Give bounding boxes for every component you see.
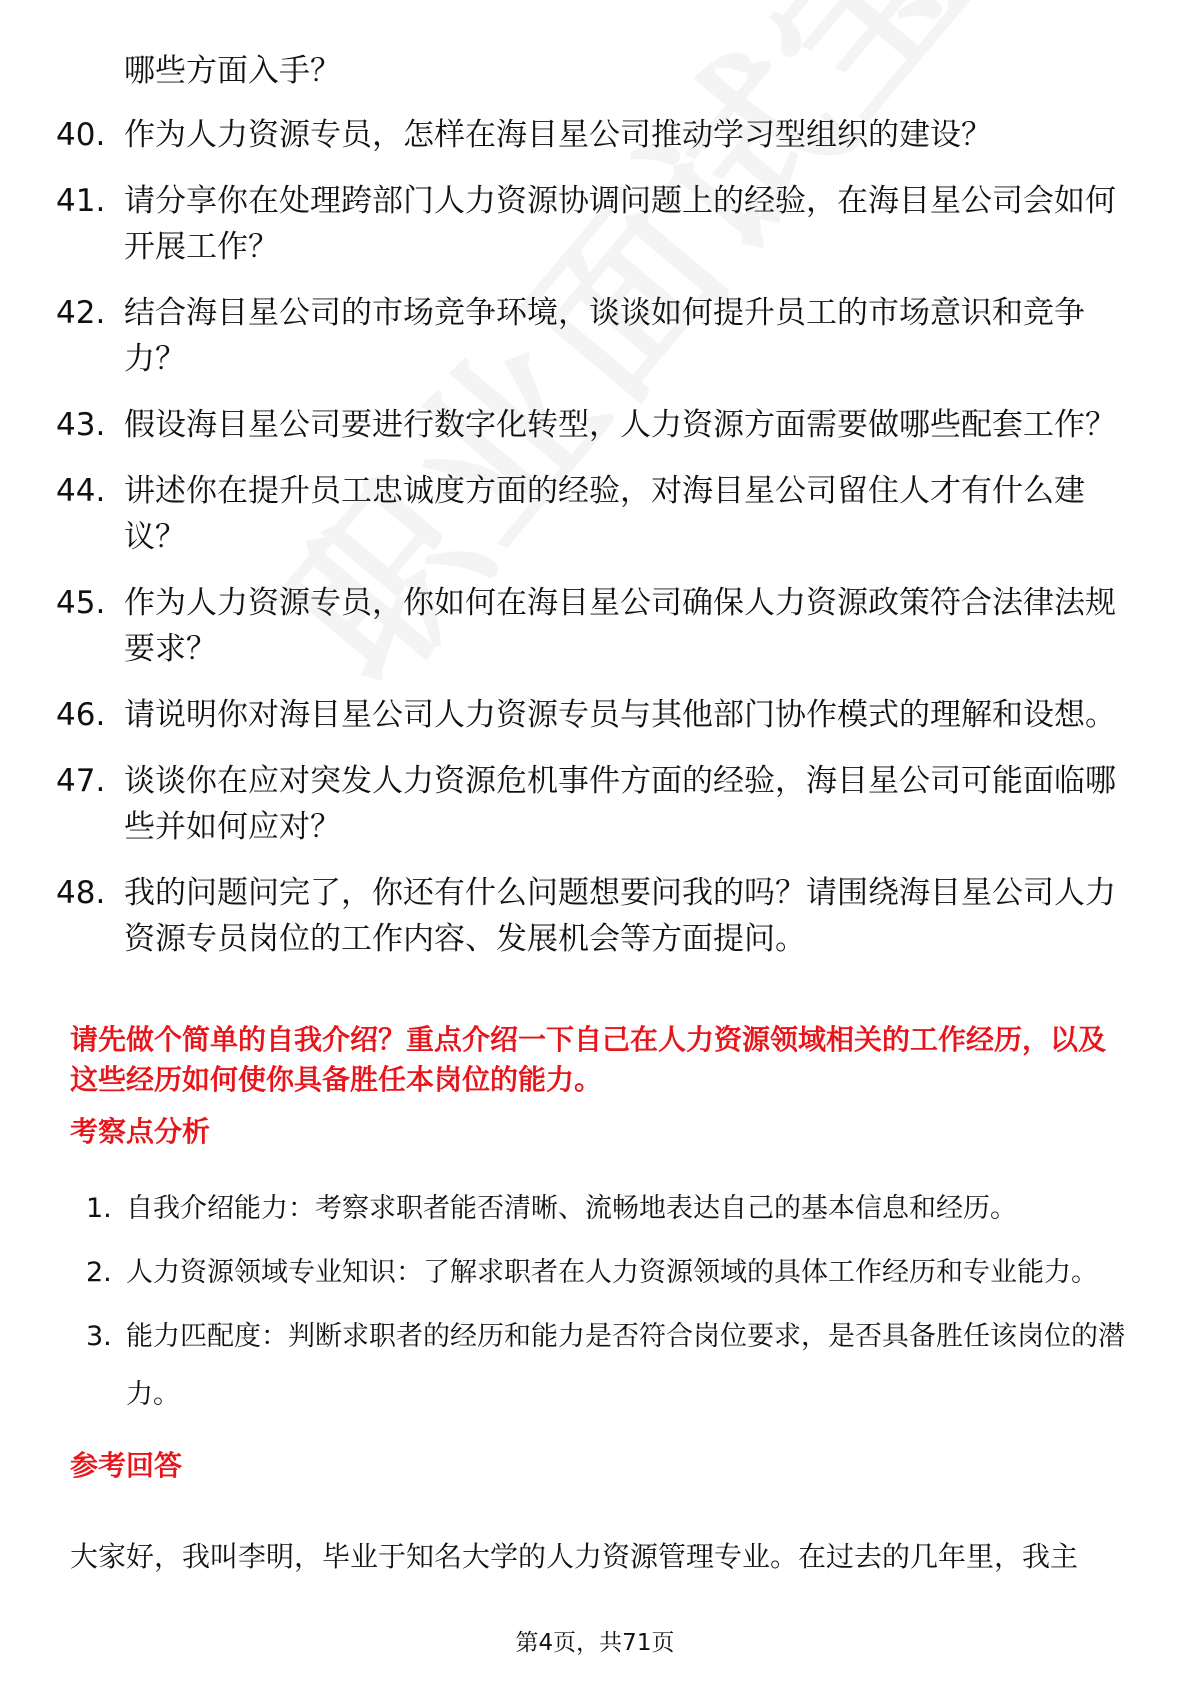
question-text: 请分享你在处理跨部门人力资源协调问题上的经验，在海目星公司会如何开展工作？ [124, 183, 1116, 265]
analysis-number: 2. [86, 1257, 112, 1288]
question-item [56, 112, 1116, 158]
analysis-text: 自我介绍能力：考察求职者能否清晰、流畅地表达自己的基本信息和经历。 [126, 1193, 1017, 1224]
question-text: 作为人力资源专员，怎样在海目星公司推动学习型组织的建设？ [124, 117, 992, 153]
continued-question-line: 哪些方面入手？ [124, 53, 341, 89]
question-text: 假设海目星公司要进行数字化转型，人力资源方面需要做哪些配套工作？ [124, 407, 1116, 443]
question-text: 请说明你对海目星公司人力资源专员与其他部门协作模式的理解和设想。 [124, 697, 1116, 733]
question-text: 我的问题问完了，你还有什么问题想要问我的吗？请围绕海目星公司人力资源专员岗位的工作内容、发展机会等方面提问。 [124, 875, 1116, 957]
question-item [56, 580, 1116, 672]
analysis-text: 能力匹配度：判断求职者的经历和能力是否符合岗位要求，是否具备胜任该岗位的潜力。 [126, 1321, 1125, 1410]
question-number: 43. [56, 407, 106, 443]
question-item [56, 758, 1116, 850]
question-number: 46. [56, 697, 106, 733]
question-item [56, 692, 1116, 738]
page-footer: 第4页，共71页 [515, 1630, 675, 1656]
question-number: 42. [56, 295, 106, 331]
question-item [56, 468, 1116, 560]
analysis-heading: 考察点分析 [70, 1115, 211, 1148]
question-item [56, 178, 1116, 270]
question-item [56, 290, 1116, 382]
question-number: 44. [56, 473, 106, 509]
question-number: 48. [56, 875, 106, 911]
question-text: 谈谈你在应对突发人力资源危机事件方面的经验，海目星公司可能面临哪些并如何应对？ [124, 763, 1116, 845]
question-number: 47. [56, 763, 106, 799]
highlighted-question: 请先做个简单的自我介绍？重点介绍一下自己在人力资源领域相关的工作经历，以及这些经历如何使你具备胜任本岗位的能力。 [70, 1023, 1107, 1096]
analysis-number: 3. [86, 1321, 112, 1352]
question-text: 讲述你在提升员工忠诚度方面的经验，对海目星公司留住人才有什么建议？ [124, 473, 1085, 555]
question-list [56, 112, 1116, 982]
analysis-item [86, 1180, 1126, 1238]
question-text: 结合海目星公司的市场竞争环境，谈谈如何提升员工的市场意识和竞争力？ [124, 295, 1085, 377]
question-number: 40. [56, 117, 106, 153]
question-number: 41. [56, 183, 106, 219]
analysis-list [86, 1180, 1126, 1430]
reference-heading: 参考回答 [70, 1449, 183, 1482]
question-item [56, 402, 1116, 448]
analysis-text: 人力资源领域专业知识：了解求职者在人力资源领域的具体工作经历和专业能力。 [126, 1257, 1098, 1288]
question-text: 作为人力资源专员，你如何在海目星公司确保人力资源政策符合法律法规要求？ [124, 585, 1116, 667]
question-item [56, 870, 1116, 962]
analysis-number: 1. [86, 1193, 112, 1224]
analysis-item [86, 1244, 1126, 1302]
analysis-item [86, 1308, 1126, 1424]
question-number: 45. [56, 585, 106, 621]
reference-answer-text: 大家好，我叫李明，毕业于知名大学的人力资源管理专业。在过去的几年里，我主 [70, 1540, 1079, 1573]
